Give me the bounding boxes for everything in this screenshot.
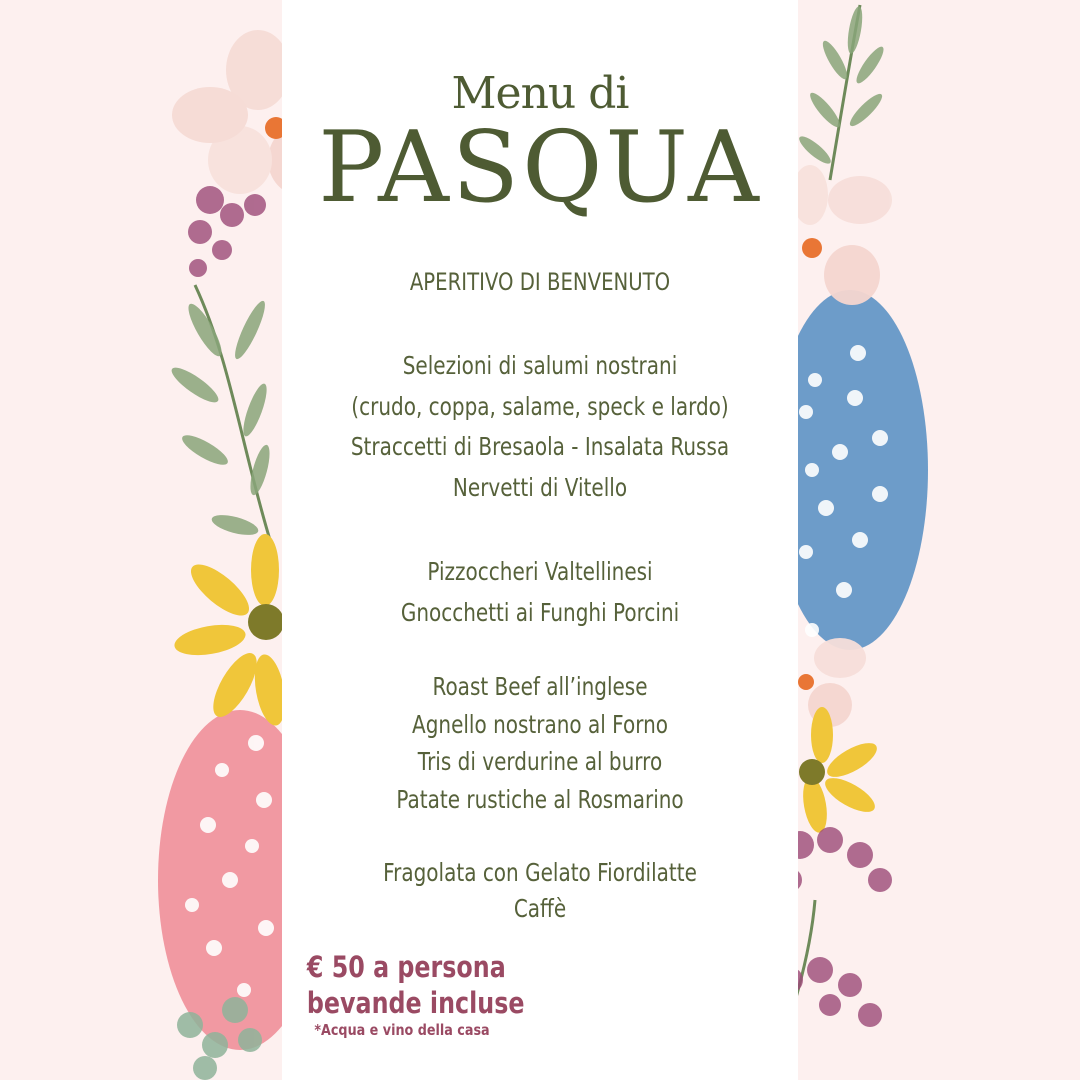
price-drinks (286, 986, 525, 1020)
drinks-included: bevande incluse (306, 986, 525, 1020)
menu-item: Gnocchetti ai Funghi Porcini (400, 597, 680, 627)
price-amount: € 50 a persona (306, 950, 506, 984)
menu-item: Fragolata con Gelato Fiordilatte (383, 858, 697, 887)
title-line1: Menu di (451, 68, 629, 119)
menu-item: Agnello nostrano al Forno (412, 709, 668, 739)
page-title: PASQUA (318, 111, 762, 225)
menu-item: (crudo, coppa, salame, speck e lardo) (351, 391, 729, 421)
section-heading: APERITIVO DI BENVENUTO (409, 268, 671, 296)
menu-group-secondi (282, 668, 798, 818)
menu-item: Pizzoccheri Valtellinesi (427, 557, 653, 586)
menu-item: Straccetti di Bresaola - Insalata Russa (350, 432, 730, 461)
menu-group-antipasti (282, 346, 798, 508)
menu-group-dolci (282, 855, 798, 927)
menu-item: Nervetti di Vitello (452, 472, 628, 502)
menu-item: Caffè (513, 894, 567, 923)
yellow-flower-illustration (172, 534, 290, 728)
menu-item: Tris di verdurine al burro (417, 747, 663, 776)
price-text (286, 950, 518, 984)
menu-group-primi (282, 552, 798, 633)
menu-item: Roast Beef all’inglese (432, 672, 648, 701)
price-note: *Acqua e vino della casa (314, 1021, 490, 1039)
menu-item: Patate rustiche al Rosmarino (396, 784, 684, 814)
menu-item: Selezioni di salumi nostrani (402, 351, 678, 380)
